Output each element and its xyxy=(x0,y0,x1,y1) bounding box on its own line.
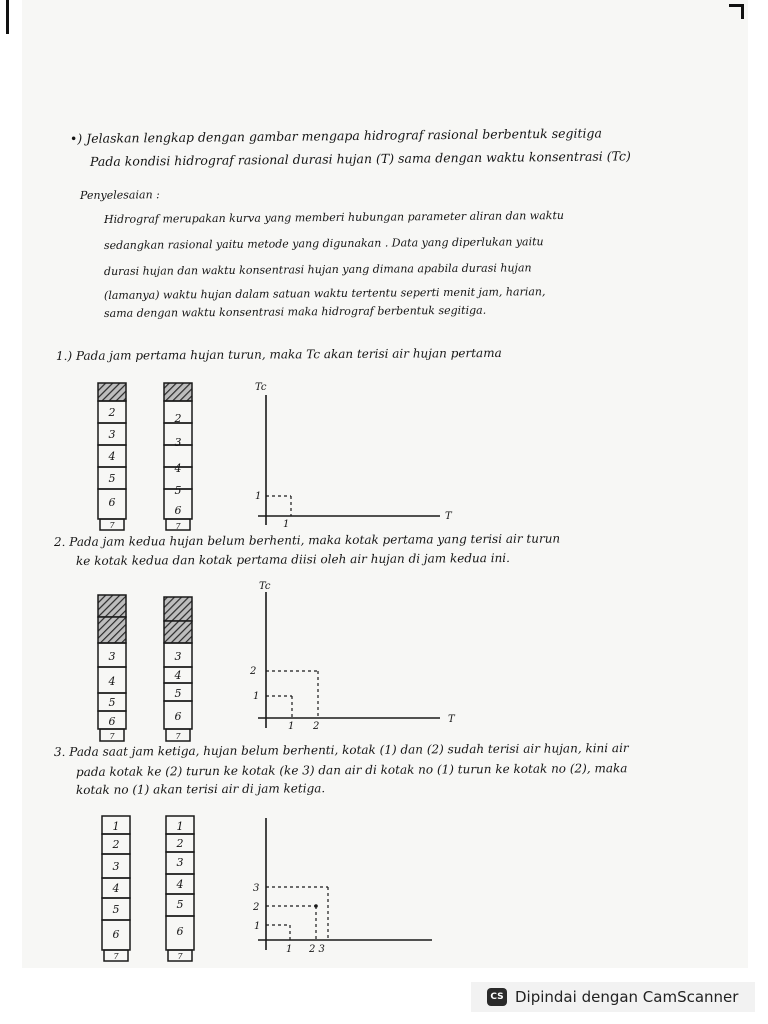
tank-label: 3 xyxy=(112,860,120,873)
x-tick-label: 2 xyxy=(313,721,320,732)
watermark-text: Dipindai dengan CamScanner xyxy=(515,988,739,1006)
tank-label: 5 xyxy=(108,472,116,485)
graph-axes xyxy=(258,592,440,728)
tank-label: 6 xyxy=(176,925,184,938)
step-2-text: ke kotak kedua dan kotak pertama diisi oleh air hujan di jam kedua ini. xyxy=(75,550,510,568)
tank-label: 7 xyxy=(113,952,119,961)
question-line-2: Pada kondisi hidrograf rasional durasi hujan (T) sama dengan waktu konsentrasi (Tc) xyxy=(89,148,631,169)
diagram-1 xyxy=(98,382,453,531)
data-point-dot xyxy=(314,904,318,908)
tank-label: 4 xyxy=(112,882,120,895)
paragraph-line: durasi hujan dan waktu konsentrasi hujan yang dimana apabila durasi hujan xyxy=(103,261,532,278)
tank-label: 6 xyxy=(108,496,116,509)
hydrograph-dashes xyxy=(266,496,291,516)
tank-label: 7 xyxy=(109,521,115,530)
tank-label: 6 xyxy=(112,928,120,941)
tank-label: 3 xyxy=(174,650,182,663)
tank-label: 5 xyxy=(176,898,184,911)
step-1-text: 1.) Pada jam pertama hujan turun, maka Tc akan terisi air hujan pertama xyxy=(55,345,502,363)
y-tick-label: 1 xyxy=(254,921,261,932)
x-axis-label: T xyxy=(448,714,455,725)
x-tick-label: 2 3 xyxy=(309,944,325,955)
question-line-1: •) Jelaskan lengkap dengan gambar mengapa hidrograf rasional berbentuk segitiga xyxy=(69,125,603,146)
tank-label: 7 xyxy=(177,952,183,961)
answer-heading: Penyelesaian : xyxy=(79,188,160,202)
tank-label: 4 xyxy=(176,878,184,891)
y-tick-label: 1 xyxy=(255,491,262,502)
tank-label: 5 xyxy=(174,484,182,497)
tank-label: 1 xyxy=(176,820,184,833)
paragraph-line: Hidrograf merupakan kurva yang memberi hubungan parameter aliran dan waktu xyxy=(103,208,564,226)
diagram-2 xyxy=(98,581,456,741)
tank-label: 2 xyxy=(176,837,184,850)
tank-label: 5 xyxy=(112,903,120,916)
x-axis-label: T xyxy=(445,511,452,522)
y-axis-label: Tc xyxy=(259,581,271,592)
tank-label: 4 xyxy=(108,675,116,688)
tank-label: 4 xyxy=(174,669,182,682)
tank-label: 2 xyxy=(108,406,116,419)
y-tick-label: 1 xyxy=(253,691,260,702)
y-tick-label: 2 xyxy=(253,902,260,913)
tank-label: 5 xyxy=(174,687,182,700)
tank-label: 3 xyxy=(174,436,182,449)
hydrograph-dashes xyxy=(266,671,318,718)
paragraph-line: (lamanya) waktu hujan dalam satuan waktu tertentu seperti menit jam, harian, xyxy=(103,285,546,302)
x-tick-label: 1 xyxy=(286,944,293,955)
graph-axes xyxy=(258,395,440,525)
tank-label: 2 xyxy=(174,412,182,425)
graph-axes xyxy=(258,818,432,950)
tank-label: 3 xyxy=(176,856,184,869)
step-3-text: 3. Pada saat jam ketiga, hujan belum berhenti, kotak (1) dan (2) sudah terisi air hujan, kini air xyxy=(53,740,629,759)
tank-label: 4 xyxy=(174,462,182,475)
tank-label: 5 xyxy=(108,696,116,709)
paragraph-line: sama dengan waktu konsentrasi maka hidrograf berbentuk segitiga. xyxy=(103,303,487,320)
hydrograph-dashes xyxy=(266,887,328,940)
tank-label: 1 xyxy=(112,820,120,833)
diagram-3 xyxy=(102,816,432,961)
y-axis-label: Tc xyxy=(255,382,267,393)
x-tick-label: 1 xyxy=(283,519,290,530)
camscanner-watermark xyxy=(471,982,755,1012)
step-2-text: 2. Pada jam kedua hujan belum berhenti, maka kotak pertama yang terisi air turun xyxy=(53,531,561,549)
tank-label: 3 xyxy=(108,650,116,663)
tank-label: 6 xyxy=(108,715,116,728)
tank-label: 4 xyxy=(108,450,116,463)
x-tick-label: 1 xyxy=(288,721,295,732)
y-tick-label: 2 xyxy=(250,666,257,677)
tank-label: 2 xyxy=(112,838,120,851)
tank-label: 7 xyxy=(175,732,181,741)
step-3-text: pada kotak ke (2) turun ke kotak (ke 3) dan air di kotak no (1) turun ke kotak no (2), maka xyxy=(75,761,628,779)
camscanner-logo-icon: CS xyxy=(487,988,507,1006)
step-3-text: kotak no (1) akan terisi air di jam ketiga. xyxy=(75,781,326,797)
y-tick-label: 3 xyxy=(253,883,260,894)
tank-label: 7 xyxy=(109,732,115,741)
tank-label: 3 xyxy=(108,428,116,441)
tank-label: 6 xyxy=(174,504,182,517)
tank-label: 6 xyxy=(174,710,182,723)
paragraph-line: sedangkan rasional yaitu metode yang digunakan . Data yang diperlukan yaitu xyxy=(103,235,544,252)
tank-label: 7 xyxy=(175,522,181,531)
